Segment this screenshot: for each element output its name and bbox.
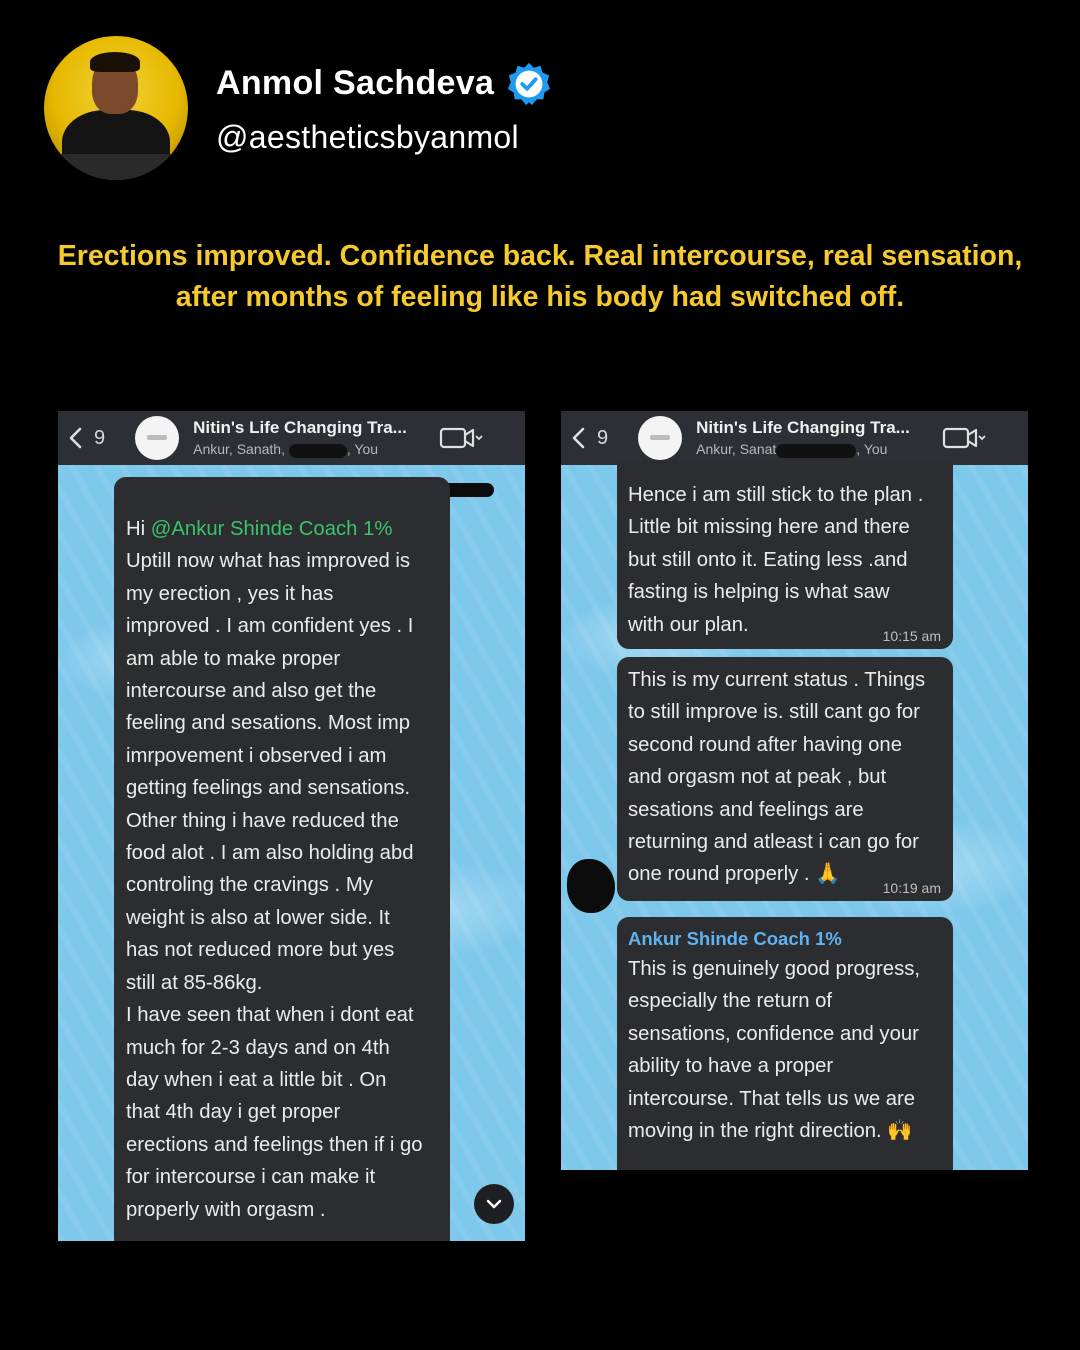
chat-header [58,411,525,465]
group-avatar[interactable] [638,416,682,460]
chevron-left-icon [571,427,585,449]
message-bubble[interactable] [617,657,953,901]
message-time: 10:15 am [882,628,941,644]
message-text: This is my current status . Things to still improve is. still cant go for second round after having one and orgasm not at peak , but sesations and feelings are returning and atleast i can go for one round properly . 🙏 [628,669,926,886]
post-caption: Erections improved. Confidence back. Real intercourse, real sensation, after months of feeling like his body had switched off. [57,240,1023,313]
profile-header [44,36,552,180]
redaction [567,859,615,913]
message-bubble[interactable] [617,461,953,649]
chevron-down-icon [486,1199,502,1209]
video-call-icon[interactable] [942,425,986,451]
message-bubble[interactable] [617,917,953,1170]
handle[interactable]: @aestheticsbyanmol [216,118,519,155]
profile-names [216,61,552,156]
group-title: Nitin's Life Changing Tra... [696,418,910,438]
redaction [776,444,856,458]
message-text: Hence i am still stick to the plan . Little bit missing here and there but still onto it. Eating less .and fasting is helping is what saw with our plan. [628,484,924,636]
avatar[interactable] [44,36,188,180]
redaction [289,444,347,458]
display-name[interactable]: Anmol Sachdeva [216,64,495,102]
chat-screenshot-left [58,411,525,1241]
group-members: Ankur, Sanat , You [696,441,888,458]
back-button[interactable] [68,427,105,450]
unread-count: 9 [94,426,106,449]
message-text: Uptill now what has improved is my erection , yes it has improved . I am confident yes . I am able to make proper intercourse and also get the feeling and sesations. Most imp imrpovement i observed i am getting feelings and sensations. Other thing i have reduced the food alot . I am also holding abd controling the cravings . My weight is also at lower side. It has not reduced more but yes still at 85-86kg. I have seen that when i dont eat much for 2-3 days and on 4th day when i eat a little bit . On that 4th day i get proper erections and feelings then if i go for intercourse i can make it properly with orgasm . [126,550,423,1221]
verified-badge-icon [506,61,552,107]
chat-header [561,411,1028,465]
video-call-icon[interactable] [439,425,483,451]
group-avatar[interactable] [135,416,179,460]
chat-screenshot-right [561,411,1028,1170]
sender-name[interactable]: Ankur Shinde Coach 1% [628,928,842,949]
message-bubble[interactable]: Hi @Ankur Shinde Coach 1% Uptill now what has improved is my erection , yes it has improved . I am confident yes . I am able to make proper intercourse and also get the feeling and sesations. Most imp imrpovement i observed i am getting feelings and sensations. Other thing i have reduced the food alot . I am also holding abd controling the cravings . My weight is also at lower side. It has not reduced more but yes still at 85-86kg. I have seen that when i dont eat much for 2-3 days and on 4th day when i eat a little bit . On that 4th day i get proper erections and feelings then if i go for intercourse i can make it properly with orgasm . [114,477,450,1241]
chevron-left-icon [68,427,82,449]
back-button[interactable] [571,427,608,450]
group-members: Ankur, Sanath, , You [193,441,379,458]
group-info[interactable] [193,418,433,457]
message-text: This is genuinely good progress, especially the return of sensations, confidence and your ability to have a proper intercourse. That tells us we are moving in the right direction. 🙌 [628,958,920,1143]
unread-count: 9 [597,426,609,449]
mention[interactable]: @Ankur Shinde Coach 1% [150,518,393,540]
message-time: 10:19 am [882,880,941,896]
group-title: Nitin's Life Changing Tra... [193,418,407,438]
group-info[interactable] [696,418,936,457]
scroll-down-button[interactable] [474,1184,514,1224]
